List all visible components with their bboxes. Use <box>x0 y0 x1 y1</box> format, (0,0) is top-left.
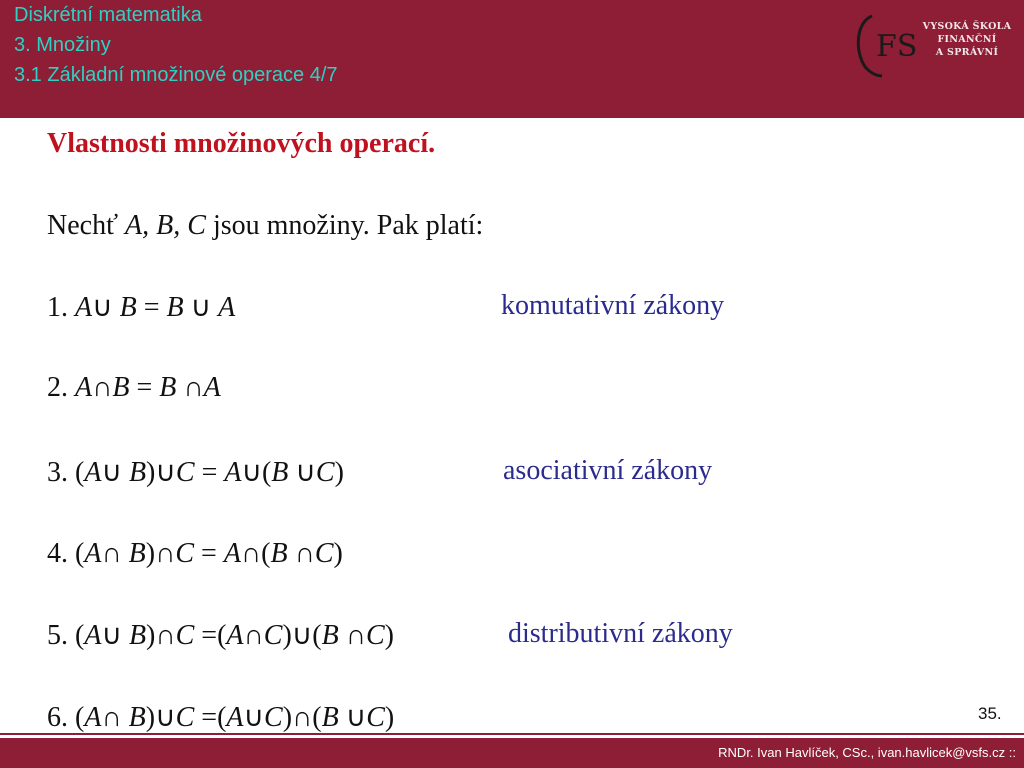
set-variable: C <box>175 457 195 488</box>
operator: ∪ <box>243 702 265 733</box>
school-logo <box>852 12 1024 78</box>
intro-vars: A, B, C <box>125 210 206 241</box>
set-variable: B <box>321 620 339 651</box>
set-variable: B <box>271 457 289 488</box>
set-variable: C <box>366 702 385 733</box>
set-variable: A <box>75 372 93 403</box>
operator: )∪ <box>145 702 176 733</box>
operator: ∩ <box>92 372 113 403</box>
operator: ( <box>75 620 85 651</box>
law-4 <box>47 538 343 570</box>
operator: =( <box>194 702 227 733</box>
set-variable: A <box>224 457 242 488</box>
operator: =( <box>194 620 227 651</box>
set-variable: B <box>270 538 288 569</box>
set-variable: C <box>314 538 334 569</box>
operator: = <box>194 457 225 488</box>
footer-author: RNDr. Ivan Havlíček, CSc., ivan.havlicek@vsfs.cz :: <box>718 745 1016 760</box>
vsfs-logo-icon <box>852 12 922 78</box>
slide-footer <box>0 738 1024 768</box>
operator: ) <box>334 457 344 488</box>
intro-suffix: jsou množiny. Pak platí: <box>205 210 484 241</box>
set-variable: B <box>159 372 177 403</box>
logo-line-1: VYSOKÁ ŠKOLA <box>922 21 1012 32</box>
operator: = <box>129 372 160 403</box>
operator: ( <box>75 702 85 733</box>
set-variable: C <box>175 620 195 651</box>
set-variable: B <box>119 292 137 323</box>
operator: ∪ <box>101 620 129 651</box>
operator: )∩( <box>282 702 322 733</box>
slide-title: Vlastnosti množinových operací. <box>47 128 436 159</box>
set-variable: B <box>128 457 147 488</box>
operator: ( <box>75 457 85 488</box>
slide-header <box>0 0 1024 118</box>
operator: ) <box>384 702 395 733</box>
set-variable: B <box>128 702 146 733</box>
set-variable: A <box>226 702 244 733</box>
operator: ) <box>333 538 343 569</box>
set-variable: A <box>84 457 102 488</box>
set-variable: C <box>264 702 283 733</box>
set-variable: B <box>166 292 184 323</box>
set-variable: A <box>223 538 241 569</box>
operator: ∪ <box>101 457 129 488</box>
operator: ∩ <box>101 702 129 733</box>
footer-divider <box>0 733 1024 735</box>
operator: )∩ <box>145 538 176 569</box>
set-variable: C <box>365 620 385 651</box>
operator: ∪ <box>183 292 219 323</box>
operator: ∩ <box>176 372 204 403</box>
label-distributive: distributivní zákony <box>508 618 733 649</box>
law-3 <box>47 455 344 489</box>
operator: ∩ <box>243 620 264 651</box>
set-variable: B <box>128 538 146 569</box>
law-5 <box>47 618 394 652</box>
operator: )∩ <box>146 620 176 651</box>
set-variable: B <box>112 372 130 403</box>
law-number: 1. <box>47 292 75 323</box>
set-variable: C <box>175 702 195 733</box>
chapter-title: 3. Množiny <box>14 34 111 56</box>
set-variable: A <box>84 538 102 569</box>
law-number: 2. <box>47 372 75 403</box>
operator: ∩ <box>287 538 315 569</box>
operator: )∪ <box>146 457 176 488</box>
set-variable: B <box>321 702 339 733</box>
law-6 <box>47 700 394 734</box>
operator: ) <box>384 620 394 651</box>
set-variable: C <box>175 538 195 569</box>
operator: ∪ <box>338 702 367 733</box>
operator: ∩ <box>101 538 129 569</box>
set-variable: A <box>203 372 221 403</box>
law-number: 3. <box>47 457 75 488</box>
set-variable: A <box>84 620 102 651</box>
operator: = <box>194 538 224 569</box>
operator: ( <box>75 538 85 569</box>
set-variable: C <box>263 620 283 651</box>
law-number: 5. <box>47 620 75 651</box>
set-variable: A <box>226 620 244 651</box>
course-title: Diskrétní matematika <box>14 4 202 26</box>
operator: ∪( <box>241 457 272 488</box>
logo-mark-text: FS <box>876 29 918 64</box>
logo-line-3: A SPRÁVNÍ <box>935 47 999 58</box>
operator: = <box>136 292 167 323</box>
operator: )∪( <box>282 620 322 651</box>
law-2 <box>47 372 221 404</box>
law-1 <box>47 290 235 324</box>
set-variable: A <box>218 292 236 323</box>
law-number: 4. <box>47 538 75 569</box>
page-number: 35. <box>978 704 1002 723</box>
law-number: 6. <box>47 702 75 733</box>
operator: ∪ <box>92 292 120 323</box>
operator: ∩( <box>240 538 271 569</box>
set-variable: A <box>84 702 102 733</box>
section-title: 3.1 Základní množinové operace 4/7 <box>14 64 338 86</box>
intro-prefix: Nechť <box>47 210 126 241</box>
set-variable: A <box>75 292 93 323</box>
logo-line-2: FINANČNÍ <box>937 34 997 45</box>
set-variable: C <box>315 457 335 488</box>
label-commutative: komutativní zákony <box>501 290 725 321</box>
intro-text <box>47 210 483 242</box>
operator: ∪ <box>288 457 316 488</box>
operator: ∩ <box>338 620 366 651</box>
set-variable: B <box>128 620 147 651</box>
label-associative: asociativní zákony <box>503 455 713 486</box>
